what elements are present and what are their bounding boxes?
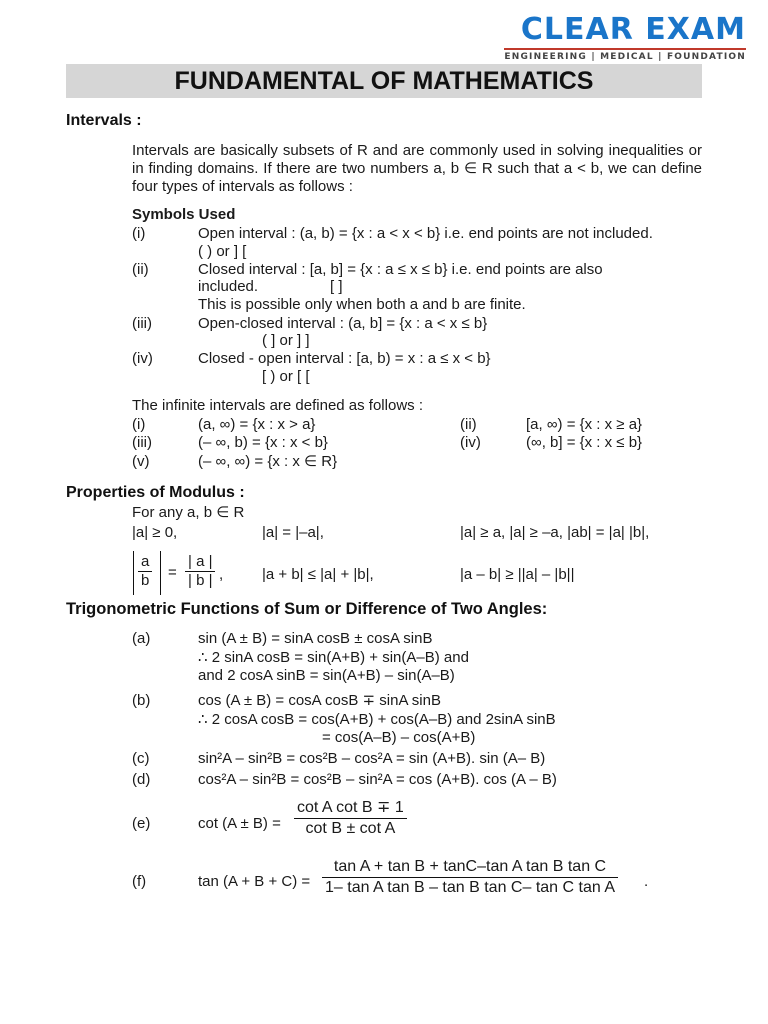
infinite-text: [a, ∞) = {x : x ≥ a}: [526, 416, 643, 433]
interval-item-notation: [ ]: [330, 278, 343, 295]
logo-tagline: ENGINEERING | MEDICAL | FOUNDATION: [504, 48, 746, 62]
modulus-fraction-a-b: [138, 553, 152, 590]
infinite-heading: The infinite intervals are defined as follows :: [132, 397, 423, 414]
interval-item-text: Closed - open interval : [a, b) = x : a ≤ x < b}: [198, 350, 491, 367]
frac-denominator: 1– tan A tan B – tan B tan C– tan C tan A: [325, 879, 615, 896]
infinite-label: (v): [132, 453, 150, 470]
interval-item-label: (ii): [132, 261, 149, 278]
modulus-heading: Properties of Modulus :: [66, 484, 245, 501]
comma: ,: [219, 566, 224, 583]
frac-numerator: cot A cot B ∓ 1: [294, 798, 407, 819]
infinite-text: (– ∞, b) = {x : x < b}: [198, 434, 328, 451]
interval-item-label: (iv): [132, 350, 153, 367]
page-title: FUNDAMENTAL OF MATHEMATICS: [174, 67, 594, 95]
symbols-heading: Symbols Used: [132, 206, 236, 223]
frac-numerator: tan A + tan B + tanC–tan A tan B tan C: [322, 857, 618, 878]
frac-denominator: cot B ± cot A: [305, 820, 396, 837]
infinite-text: (– ∞, ∞) = {x : x ∈ R}: [198, 453, 338, 470]
trig-label: (d): [132, 771, 151, 788]
tan-fraction: [322, 857, 618, 898]
frac-denominator: | b |: [188, 572, 213, 589]
interval-item-label: (i): [132, 225, 146, 242]
interval-item-notation: ( ) or ] [: [198, 243, 247, 260]
frac-denominator: b: [141, 572, 150, 589]
period: .: [644, 873, 649, 890]
interval-item-label: (iii): [132, 315, 152, 332]
intervals-intro: Intervals are basically subsets of R and are commonly used in solving inequalities or in finding domains. If there are two numbers a, b ∈ R such that a < b, we can define four types of intervals as follows :: [132, 142, 702, 195]
trig-label: (a): [132, 630, 151, 647]
interval-item-text: Open interval : (a, b) = {x : a < x < b} i.e. end points are not included.: [198, 225, 653, 242]
abs-bar-left: [133, 551, 134, 595]
interval-item-notation: ( ] or ] ]: [262, 332, 310, 349]
trig-line: ∴ 2 cosA cosB = cos(A+B) + cos(A–B) and 2sinA sinB: [198, 711, 556, 728]
infinite-label: (iv): [460, 434, 481, 451]
trig-line: cos²A – sin²B = cos²B – sin²A = cos (A+B). cos (A – B): [198, 771, 557, 788]
trig-lhs: cot (A ± B) =: [198, 815, 281, 832]
infinite-label: (iii): [132, 434, 152, 451]
frac-numerator: | a |: [185, 553, 215, 572]
trig-heading: Trigonometric Functions of Sum or Difference of Two Angles:: [66, 600, 548, 618]
modulus-for-any: For any a, b ∈ R: [132, 504, 245, 521]
frac-numerator: a: [138, 553, 152, 572]
equals-sign: =: [168, 564, 177, 581]
interval-item-text: Open-closed interval : (a, b] = {x : a < x ≤ b}: [198, 315, 488, 332]
trig-label: (b): [132, 692, 151, 709]
interval-item-text: Closed interval : [a, b] = {x : a ≤ x ≤ b} i.e. end points are also: [198, 261, 603, 278]
infinite-text: (∞, b] = {x : x ≤ b}: [526, 434, 643, 451]
interval-item-notation: [ ) or [ [: [262, 368, 310, 385]
logo: [504, 14, 746, 62]
trig-line: sin²A – sin²B = cos²B – cos²A = sin (A+B). sin (A– B): [198, 750, 546, 767]
interval-item-text: This is possible only when both a and b are finite.: [198, 296, 526, 313]
modulus-property: |a + b| ≤ |a| + |b|,: [262, 566, 374, 583]
infinite-text: (a, ∞) = {x : x > a}: [198, 416, 316, 433]
modulus-property: |a| = |–a|,: [262, 524, 324, 541]
trig-line: ∴ 2 sinA cosB = sin(A+B) + sin(A–B) and: [198, 649, 469, 666]
trig-label: (f): [132, 873, 147, 890]
modulus-property: |a – b| ≥ ||a| – |b||: [460, 566, 575, 583]
trig-line: and 2 cosA sinB = sin(A+B) – sin(A–B): [198, 667, 455, 684]
trig-line: cos (A ± B) = cosA cosB ∓ sinA sinB: [198, 692, 441, 709]
interval-item-text: included.: [198, 278, 259, 295]
trig-label: (c): [132, 750, 150, 767]
trig-line: = cos(A–B) – cos(A+B): [322, 729, 476, 746]
infinite-label: (i): [132, 416, 146, 433]
modulus-fraction-abs: [185, 553, 215, 590]
infinite-label: (ii): [460, 416, 477, 433]
trig-label: (e): [132, 815, 151, 832]
trig-line: sin (A ± B) = sinA cosB ± cosA sinB: [198, 630, 433, 647]
cot-fraction: [294, 798, 407, 839]
abs-bar-right: [160, 551, 161, 595]
modulus-property: |a| ≥ a, |a| ≥ –a, |ab| = |a| |b|,: [460, 524, 650, 541]
intervals-heading: Intervals :: [66, 112, 142, 129]
trig-lhs: tan (A + B + C) =: [198, 873, 311, 890]
logo-name: CLEAR EXAM: [520, 12, 746, 47]
modulus-property: |a| ≥ 0,: [132, 524, 178, 541]
